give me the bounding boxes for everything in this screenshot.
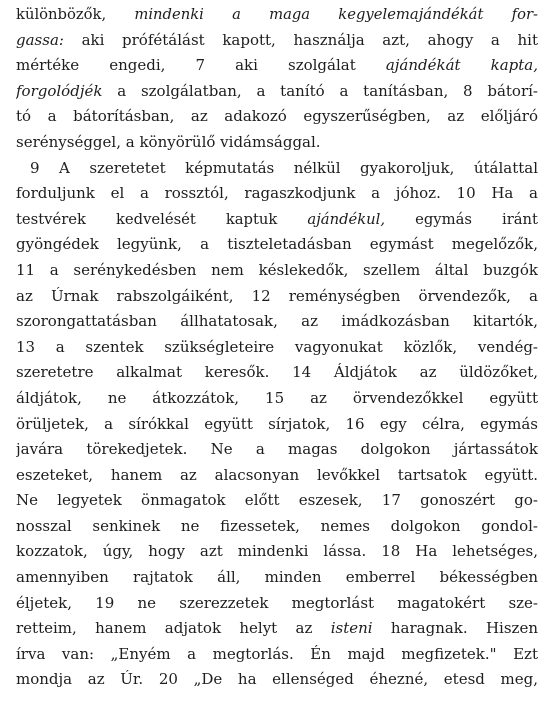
body-text: örüljetek, a sírókkal együtt sírjatok, 16 egy célra, egymás xyxy=(16,414,538,433)
text-line xyxy=(16,181,538,207)
body-text: forduljunk el a rossztól, ragaszkodjunk a jóhoz. 10 Ha a xyxy=(16,184,538,203)
text-line xyxy=(16,463,538,489)
text-line xyxy=(16,2,538,28)
body-text: serénységgel, a könyörülő vidámsággal. xyxy=(16,132,321,151)
text-line xyxy=(16,386,538,412)
text-line xyxy=(16,232,538,258)
body-text: eszeteket, hanem az alacsonyan levőkkel tartsatok együtt. xyxy=(16,465,538,484)
italic-text: gassa: xyxy=(16,30,64,49)
body-text: kozzatok, úgy, hogy azt mindenki lássa. 18 Ha lehetséges, xyxy=(16,542,538,561)
body-text: aki prófétálást kapott, használja azt, ahogy a hit xyxy=(63,30,538,49)
text-line xyxy=(16,360,538,386)
text-line xyxy=(16,412,538,438)
body-text: 9 A szeretetet képmutatás nélkül gyakoroljuk, útálattal xyxy=(30,158,538,177)
text-line xyxy=(16,53,538,79)
body-text: testvérek kedvelését kaptuk xyxy=(16,210,308,228)
text-line xyxy=(16,309,538,335)
body-text: áldjátok, ne átkozzátok, 15 az örvendezőkkel együtt xyxy=(16,388,538,407)
body-text: éljetek, 19 ne szerezzetek megtorlást magatokért sze- xyxy=(16,593,538,612)
body-text: nosszal senkinek ne fizessetek, nemes dolgokon gondol- xyxy=(16,516,538,535)
body-text: mértéke engedi, 7 aki szolgálat xyxy=(16,56,386,75)
italic-text: mindenki a maga kegyelemajándékát for- xyxy=(134,6,538,23)
body-text: különbözők, xyxy=(16,6,135,23)
text-line xyxy=(16,488,538,514)
body-text: szeretetre alkalmat keresők. 14 Áldjátok az üldözőket, xyxy=(16,363,538,382)
body-text: tó a bátorításban, az adakozó egyszerűségben, az előljáró xyxy=(16,107,538,126)
text-line xyxy=(16,437,538,463)
italic-text: ajándékát kapta, xyxy=(385,56,538,75)
italic-text: ajándékul, xyxy=(307,210,386,228)
body-text: írva van: „Enyém a megtorlás. Én majd megfizetek." Ezt xyxy=(16,644,538,663)
text-line xyxy=(16,207,538,233)
text-line xyxy=(16,667,538,693)
body-text: 11 a serénykedésben nem késlekedők, szellem által buzgók xyxy=(16,260,538,279)
body-text: retteim, hanem adjatok helyt az xyxy=(16,619,331,638)
body-text: az Úrnak rabszolgáiként, 12 reménységben örvendezők, a xyxy=(16,286,538,305)
text-line xyxy=(16,28,538,54)
text-line xyxy=(16,514,538,540)
text-line xyxy=(16,565,538,591)
text-line xyxy=(16,258,538,284)
italic-text: isteni xyxy=(330,619,373,638)
body-text: amennyiben rajtatok áll, minden emberrel békességben xyxy=(16,568,538,587)
document-page xyxy=(16,2,538,693)
body-text: haragnak. Hiszen xyxy=(372,619,538,638)
text-line xyxy=(16,104,538,130)
body-text: gyöngédek legyünk, a tiszteletadásban egymást megelőzők, xyxy=(16,235,538,254)
body-text: javára törekedjetek. Ne a magas dolgokon jártassátok xyxy=(16,440,538,459)
body-text: 13 a szentek szükségleteire vagyonukat közlők, vendég- xyxy=(16,337,538,356)
text-line xyxy=(16,642,538,668)
body-text: a szolgálatban, a tanító a tanításban, 8 bátorí- xyxy=(102,81,538,100)
text-line xyxy=(16,130,538,156)
body-text: egymás iránt xyxy=(385,210,538,228)
text-line xyxy=(16,156,538,182)
text-line xyxy=(16,335,538,361)
text-line xyxy=(16,539,538,565)
text-line xyxy=(16,284,538,310)
body-text: Ne legyetek önmagatok előtt eszesek, 17 gonoszért go- xyxy=(16,491,538,510)
text-line xyxy=(16,79,538,105)
body-text: szorongattatásban állhatatosak, az imádkozásban kitartók, xyxy=(16,312,538,331)
text-line xyxy=(16,616,538,642)
italic-text: forgolódjék xyxy=(16,81,103,100)
body-text: mondja az Úr. 20 „De ha ellenséged éhezné, etesd meg, xyxy=(16,670,538,689)
text-line xyxy=(16,591,538,617)
